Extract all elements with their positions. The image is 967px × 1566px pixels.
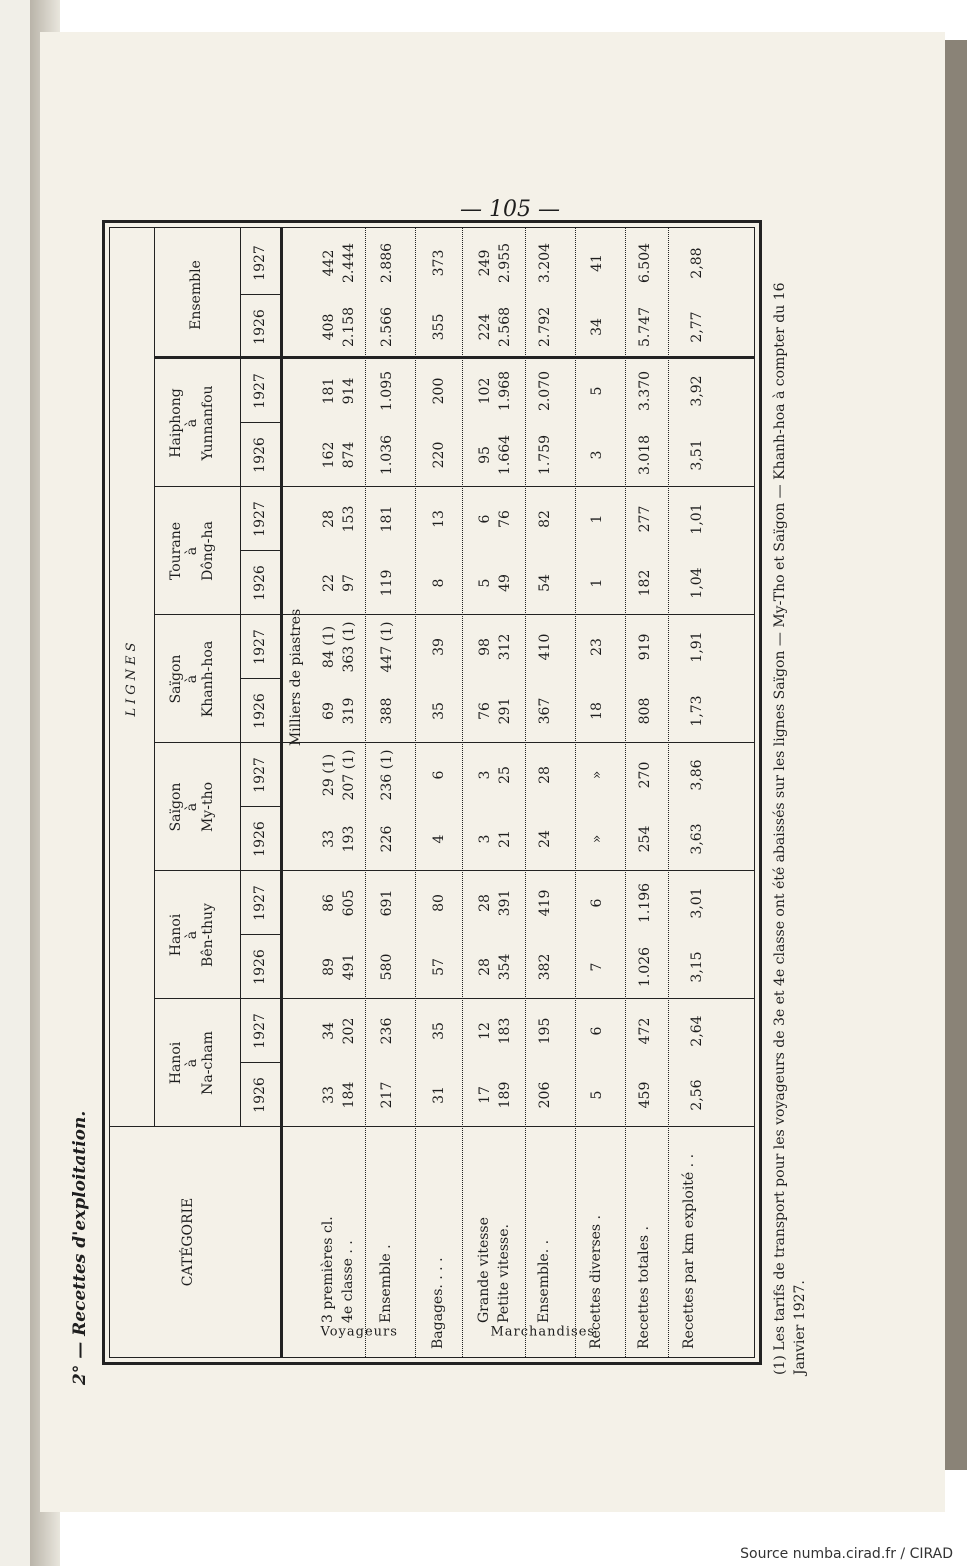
year-divider	[240, 422, 280, 423]
revenue-table	[102, 220, 762, 1365]
row-label: Ensemble .	[378, 1244, 394, 1323]
table-cell: 2,77	[689, 311, 705, 343]
table-cell: 2.955	[497, 242, 513, 284]
table-cell: 89	[321, 958, 337, 976]
table-cell: 3.018	[637, 434, 653, 476]
table-cell: 86	[321, 894, 337, 912]
table-cell: 224	[477, 313, 493, 341]
table-cell: 319	[341, 697, 357, 725]
table-cell: 2.792	[537, 306, 553, 348]
table-cell: 2.444	[341, 242, 357, 284]
table-cell: 808	[637, 697, 653, 725]
rotated-table-area	[70, 225, 830, 1385]
row-divider	[575, 228, 576, 1357]
table-cell: 914	[341, 377, 357, 405]
table-cell: 3,01	[689, 887, 705, 919]
year-header: 1926	[252, 1077, 268, 1113]
table-cell: 7	[589, 962, 605, 972]
line-header: Saïgon à Khanh-hoa	[168, 640, 216, 718]
table-cell: 5.747	[637, 306, 653, 348]
table-cell: 3,15	[689, 951, 705, 983]
table-cell: 472	[637, 1017, 653, 1045]
table-cell: 217	[379, 1081, 395, 1109]
table-cell: 442	[321, 249, 337, 277]
year-divider	[240, 1062, 280, 1063]
table-cell: 1,73	[689, 695, 705, 727]
category-header: CATÉGORIE	[180, 1197, 196, 1287]
table-cell: »	[589, 770, 605, 780]
table-cell: 8	[431, 578, 447, 588]
row-divider	[668, 228, 669, 1357]
line-header: Hanoi à Bên-thuy	[168, 903, 216, 967]
table-cell: 3,51	[689, 439, 705, 471]
table-cell: 2,88	[689, 247, 705, 279]
year-header: 1927	[252, 501, 268, 537]
table-cell: 28	[321, 510, 337, 528]
table-cell: 1	[589, 514, 605, 524]
table-cell: 6	[589, 898, 605, 908]
table-cell: 1,04	[689, 567, 705, 599]
year-header: 1926	[252, 565, 268, 601]
section-title: 2° — Recettes d'exploitation.	[70, 1110, 90, 1385]
table-cell: 2.886	[379, 242, 395, 284]
row-label: Recettes totales .	[636, 1226, 652, 1349]
year-header: 1927	[252, 885, 268, 921]
group-marchandises: Marchandises	[490, 1324, 596, 1340]
table-cell: 6	[477, 514, 493, 524]
line-divider	[154, 870, 754, 871]
table-cell: 76	[477, 702, 493, 720]
table-cell: 4	[431, 834, 447, 844]
table-cell: 35	[431, 1022, 447, 1040]
table-cell: 193	[341, 825, 357, 853]
table-cell: 2,56	[689, 1079, 705, 1111]
table-cell: 1.196	[637, 882, 653, 924]
year-header: 1926	[252, 693, 268, 729]
year-header: 1926	[252, 821, 268, 857]
table-cell: 189	[497, 1081, 513, 1109]
row-divider	[525, 228, 526, 1357]
table-cell: 162	[321, 441, 337, 469]
table-cell: 17	[477, 1086, 493, 1104]
table-cell: 69	[321, 702, 337, 720]
table-cell: 354	[497, 953, 513, 981]
table-cell: 54	[537, 574, 553, 592]
source-credit: Source numba.cirad.fr / CIRAD	[740, 1546, 953, 1562]
table-cell: 1	[589, 578, 605, 588]
table-cell: 408	[321, 313, 337, 341]
table-cell: 195	[537, 1017, 553, 1045]
lignes-header: LIGNES	[124, 638, 139, 717]
table-cell: 220	[431, 441, 447, 469]
table-cell: 254	[637, 825, 653, 853]
line-header: Ensemble	[188, 260, 204, 330]
table-cell: 31	[431, 1086, 447, 1104]
table-cell: 447 (1)	[379, 621, 395, 673]
line-header: Haiphong à Yunnanfou	[168, 385, 216, 461]
table-cell: 98	[477, 638, 493, 656]
table-cell: 373	[431, 249, 447, 277]
row-label: Ensemble. .	[536, 1239, 552, 1323]
table-cell: 3,92	[689, 375, 705, 407]
table-cell: 2.158	[341, 306, 357, 348]
table-cell: 202	[341, 1017, 357, 1045]
year-header: 1927	[252, 757, 268, 793]
table-cell: 691	[379, 889, 395, 917]
table-cell: 1,91	[689, 631, 705, 663]
row-divider	[462, 228, 463, 1357]
row-label: 4e classe . .	[340, 1240, 356, 1323]
table-cell: 76	[497, 510, 513, 528]
table-cell: 5	[477, 578, 493, 588]
table-cell: 236 (1)	[379, 749, 395, 801]
table-cell: 82	[537, 510, 553, 528]
line-header: Saïgon à My-tho	[168, 781, 216, 833]
table-cell: 28	[477, 894, 493, 912]
table-cell: 29 (1)	[321, 753, 337, 797]
table-cell: 2,64	[689, 1015, 705, 1047]
row-label: Recettes par km exploité . .	[681, 1153, 697, 1349]
table-cell: 312	[497, 633, 513, 661]
table-cell: 363 (1)	[341, 621, 357, 673]
table-cell: 291	[497, 697, 513, 725]
table-cell: 153	[341, 505, 357, 533]
year-header: 1926	[252, 309, 268, 345]
table-cell: 184	[341, 1081, 357, 1109]
table-cell: 874	[341, 441, 357, 469]
table-cell: 181	[379, 505, 395, 533]
table-cell: 919	[637, 633, 653, 661]
table-cell: 207 (1)	[341, 749, 357, 801]
table-cell: 270	[637, 761, 653, 789]
table-cell: 28	[477, 958, 493, 976]
table-cell: 3,63	[689, 823, 705, 855]
table-cell: 605	[341, 889, 357, 917]
table-cell: 580	[379, 953, 395, 981]
year-header: 1927	[252, 373, 268, 409]
table-cell: 181	[321, 377, 337, 405]
table-cell: 119	[379, 569, 395, 597]
table-cell: 183	[497, 1017, 513, 1045]
line-header: Hanoi à Na-cham	[168, 1031, 216, 1095]
table-cell: »	[589, 834, 605, 844]
line-header: Tourane à Dông-ha	[168, 521, 216, 581]
year-divider	[240, 550, 280, 551]
table-cell: 6	[589, 1026, 605, 1036]
table-cell: 1.026	[637, 946, 653, 988]
table-cell: 5	[589, 1090, 605, 1100]
table-cell: 206	[537, 1081, 553, 1109]
table-cell: 2.568	[497, 306, 513, 348]
row-divider	[625, 228, 626, 1357]
lignes-divider	[154, 228, 155, 1127]
line-divider	[154, 998, 754, 999]
row-label: Recettes diverses .	[588, 1214, 604, 1349]
line-divider	[154, 614, 754, 615]
group-voyageurs: Voyageurs	[320, 1324, 398, 1340]
table-cell: 3,86	[689, 759, 705, 791]
table-cell: 34	[589, 318, 605, 336]
table-cell: 355	[431, 313, 447, 341]
table-cell: 419	[537, 889, 553, 917]
table-cell: 226	[379, 825, 395, 853]
table-cell: 41	[589, 254, 605, 272]
year-header: 1927	[252, 1013, 268, 1049]
table-cell: 367	[537, 697, 553, 725]
year-header: 1926	[252, 949, 268, 985]
table-cell: 1.036	[379, 434, 395, 476]
table-cell: 13	[431, 510, 447, 528]
table-cell: 391	[497, 889, 513, 917]
table-cell: 39	[431, 638, 447, 656]
table-cell: 1.759	[537, 434, 553, 476]
table-cell: 1.664	[497, 434, 513, 476]
table-cell: 24	[537, 830, 553, 848]
row-divider	[415, 228, 416, 1357]
year-divider	[240, 294, 280, 295]
table-cell: 33	[321, 830, 337, 848]
row-label: Petite vitesse.	[496, 1224, 512, 1323]
table-cell: 6	[431, 770, 447, 780]
year-divider	[240, 806, 280, 807]
table-cell: 12	[477, 1022, 493, 1040]
page-number: — 105 —	[460, 197, 560, 222]
table-cell: 22	[321, 574, 337, 592]
table-cell: 18	[589, 702, 605, 720]
table-cell: 49	[497, 574, 513, 592]
line-divider	[154, 486, 754, 487]
table-cell: 2.566	[379, 306, 395, 348]
line-divider	[154, 742, 754, 743]
table-cell: 388	[379, 697, 395, 725]
table-cell: 249	[477, 249, 493, 277]
table-cell: 28	[537, 766, 553, 784]
line-divider	[154, 356, 754, 359]
row-label: Grande vitesse	[476, 1217, 492, 1323]
table-cell: 200	[431, 377, 447, 405]
table-cell: 34	[321, 1022, 337, 1040]
row-label: Bagages. . . .	[430, 1257, 446, 1349]
table-cell: 1.095	[379, 370, 395, 412]
table-cell: 459	[637, 1081, 653, 1109]
table-cell: 236	[379, 1017, 395, 1045]
table-cell: 102	[477, 377, 493, 405]
table-cell: 84 (1)	[321, 625, 337, 669]
table-cell: 382	[537, 953, 553, 981]
table-cell: 410	[537, 633, 553, 661]
table-cell: 3	[589, 450, 605, 460]
table-cell: 3.370	[637, 370, 653, 412]
table-cell: 6.504	[637, 242, 653, 284]
year-divider	[240, 934, 280, 935]
year-header: 1927	[252, 245, 268, 281]
table-cell: 3.204	[537, 242, 553, 284]
table-cell: 25	[497, 766, 513, 784]
footnote: (1) Les tarifs de transport pour les voyageurs de 3e et 4e classe ont été abaissés sur les lignes Saïgon — My-Tho et Saïgon — Khanh-hoa à compter du 16 Janvier 1927.	[772, 282, 808, 1375]
year-header: 1927	[252, 629, 268, 665]
table-cell: 23	[589, 638, 605, 656]
table-cell: 2.070	[537, 370, 553, 412]
row-label: 3 premières cl.	[320, 1216, 336, 1323]
table-cell: 3	[477, 770, 493, 780]
table-cell: 21	[497, 830, 513, 848]
table-grid	[109, 227, 755, 1358]
table-cell: 97	[341, 574, 357, 592]
unit-label: Milliers de piastres	[288, 608, 304, 747]
row-divider	[365, 228, 366, 1357]
table-cell: 277	[637, 505, 653, 533]
table-cell: 1,01	[689, 503, 705, 535]
table-cell: 491	[341, 953, 357, 981]
table-cell: 3	[477, 834, 493, 844]
table-cell: 35	[431, 702, 447, 720]
table-cell: 57	[431, 958, 447, 976]
header-bottom-line	[280, 228, 283, 1357]
table-cell: 33	[321, 1086, 337, 1104]
table-cell: 95	[477, 446, 493, 464]
year-divider	[240, 678, 280, 679]
table-cell: 1.968	[497, 370, 513, 412]
table-cell: 80	[431, 894, 447, 912]
year-header: 1926	[252, 437, 268, 473]
table-cell: 5	[589, 386, 605, 396]
table-cell: 182	[637, 569, 653, 597]
